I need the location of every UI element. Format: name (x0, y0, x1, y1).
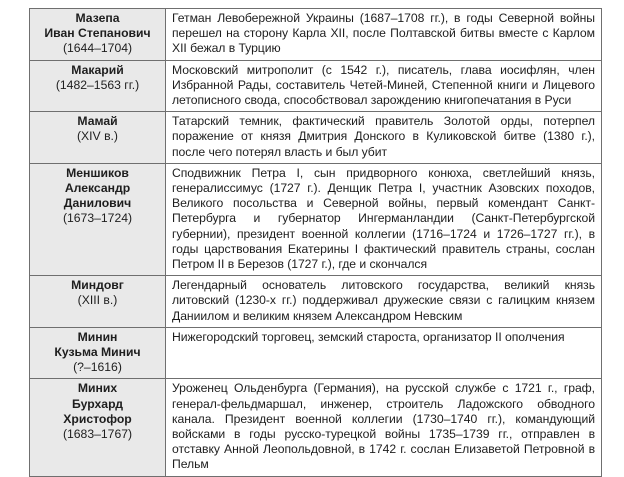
person-cell (30, 276, 166, 328)
description-cell: Легендарный основатель литовского государства, великий князь литовский (1230-х гг.) поддерживал дружеские связи с галицким князем Даниилом и великим князем Александром Невским (166, 276, 602, 328)
person-dates: (1644–1704) (62, 41, 133, 56)
table-row (30, 163, 602, 275)
person-name: Мамай (77, 114, 118, 129)
person-name: Христофор (63, 411, 132, 426)
person-dates: (XIII в.) (77, 293, 118, 308)
description-cell: Татарский темник, фактический правитель Золотой орды, потерпел поражение от князя Дмитрия Донского в Куликовской битве (1380 г.), после чего потерял власть и был убит (166, 112, 602, 164)
biography-table (29, 8, 602, 477)
table-row (30, 112, 602, 164)
person-name: Иван Степанович (44, 26, 151, 41)
person-cell (30, 379, 166, 476)
description-cell: Сподвижник Петра I, сын придворного конюха, светлейший князь, генералиссимус (1727 г.). Денщик Петра I, участник Азовских походов, Великого посольства и Северной войны, первый комендант Санкт-Петербурга и губернатор Ингерманландии (Санкт-Петербургской губернии), президент военной коллегии (1716–1724 и 1726–1727 гг.), в годы царствования Екатерины I фактический правитель страны, сослан Петром II в Березов (1727 г.), где и скончался (166, 163, 602, 275)
person-cell (30, 327, 166, 379)
person-dates: (1683–1767) (62, 427, 133, 442)
person-cell (30, 9, 166, 61)
person-name: Данилович (63, 196, 132, 211)
person-name: Александр (64, 181, 131, 196)
table-row (30, 60, 602, 112)
table-row (30, 276, 602, 328)
description-cell: Нижегородский торговец, земский староста, организатор II ополчения (166, 327, 602, 379)
description-cell: Гетман Левобережной Украины (1687–1708 гг.), в годы Северной войны перешел на сторону Карла XII, после Полтавской битвы вместе с Карлом XII бежал в Турцию (166, 9, 602, 61)
person-cell (30, 163, 166, 275)
person-dates: (1673–1724) (62, 211, 133, 226)
person-name: Макарий (71, 62, 124, 77)
person-name: Бурхард (72, 396, 123, 411)
biography-table-body (30, 9, 602, 477)
person-name: Миних (77, 381, 118, 396)
person-name: Миндовг (71, 278, 124, 293)
person-cell (30, 112, 166, 164)
table-row (30, 9, 602, 61)
person-cell (30, 60, 166, 112)
person-name: Минин (77, 329, 118, 344)
person-name: Меншиков (66, 165, 129, 180)
person-name: Мазепа (75, 11, 120, 25)
person-dates: (?–1616) (73, 360, 122, 375)
description-cell: Московский митрополит (с 1542 г.), писатель, глава иосифлян, член Избранной Рады, составитель Четей-Миней, Степенной книги и Лицевого летописного свода, способствовал зарождению книгопечатания в Руси (166, 60, 602, 112)
person-dates: (1482–1563 гг.) (55, 77, 140, 92)
person-dates: (XIV в.) (76, 129, 118, 144)
description-cell: Уроженец Ольденбурга (Германия), на русской службе с 1721 г., граф, генерал-фельдмаршал, инженер, строитель Ладожского обводного канала. Президент военной коллегии (1730–1740 гг.), командующий войсками в годы русско-турецкой войны 1735–1739 гг., отправлен в отставку Анной Леопольдовной, в 1742 г. сослан Елизаветой Петровной в Пельм (166, 379, 602, 476)
table-row (30, 327, 602, 379)
person-name: Кузьма Минич (54, 345, 141, 360)
table-row (30, 379, 602, 476)
